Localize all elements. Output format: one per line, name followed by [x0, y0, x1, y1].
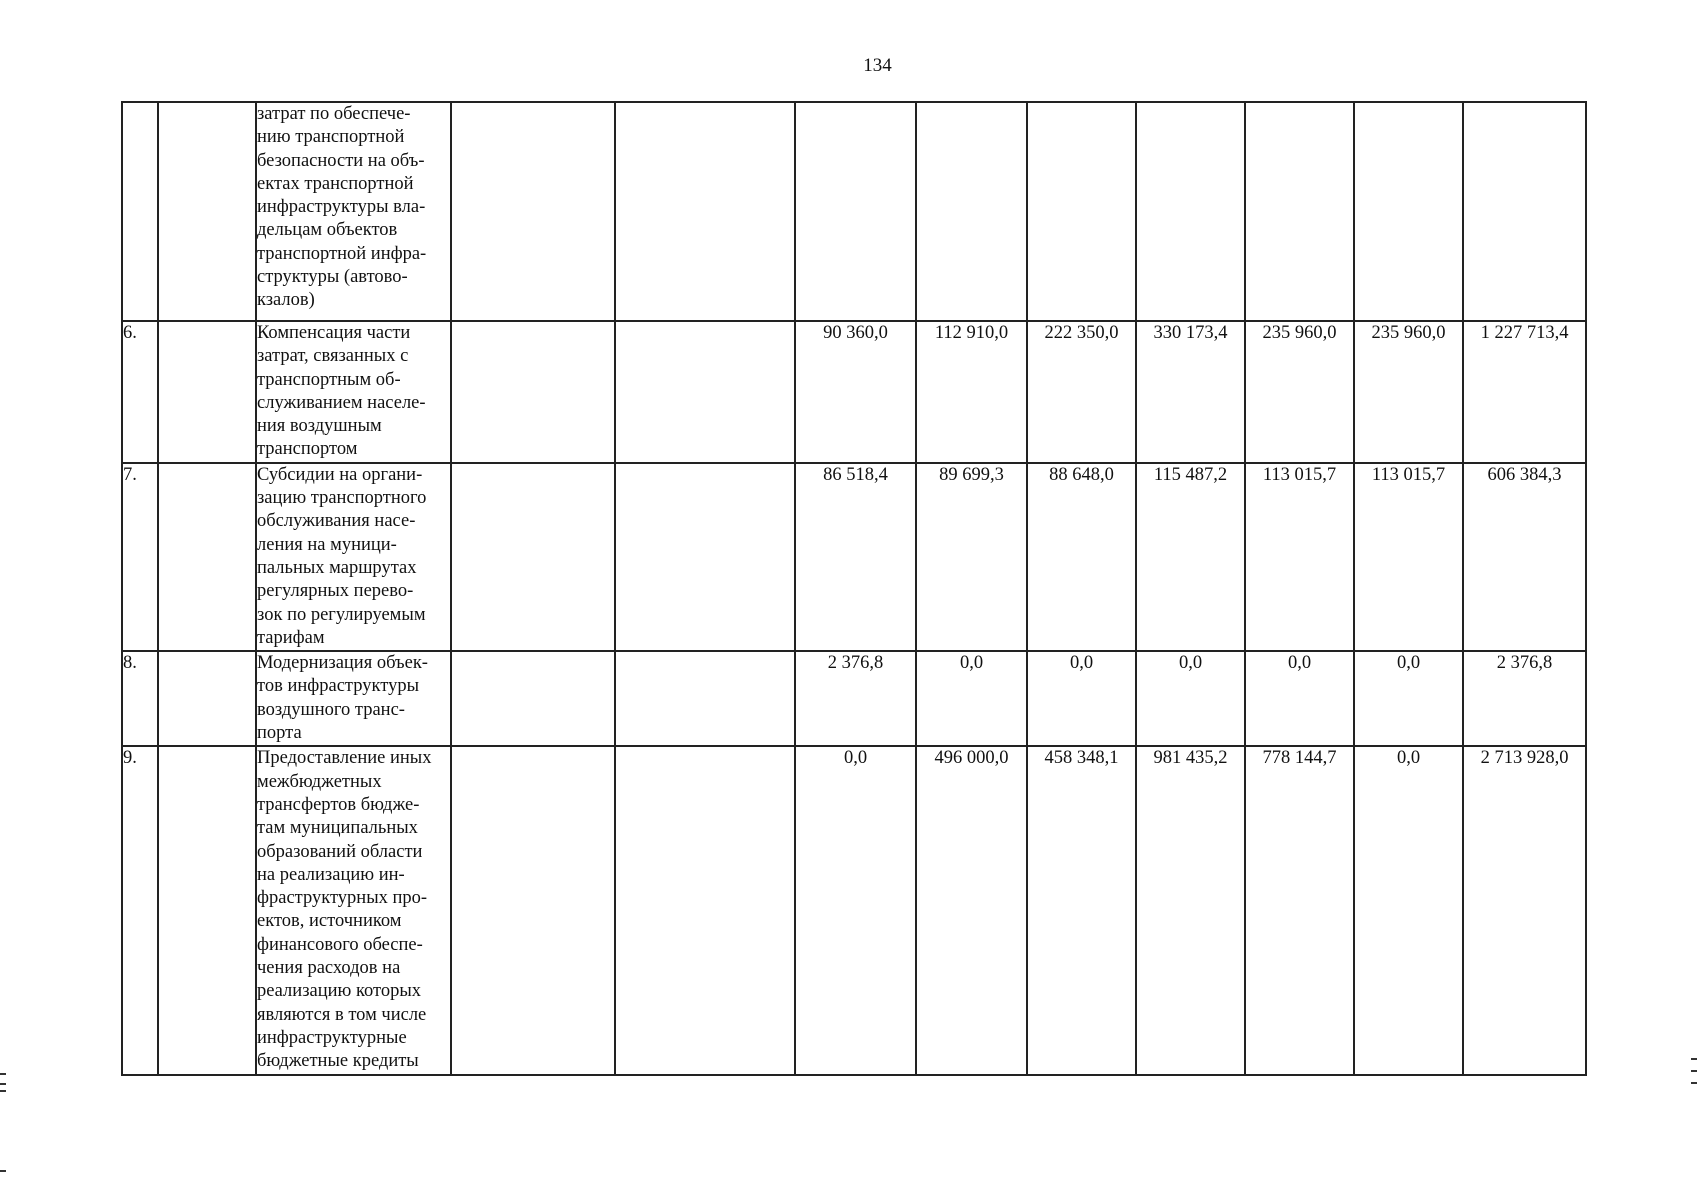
table-body — [122, 102, 1586, 1075]
value-cell: 86 518,4 — [795, 463, 916, 651]
page-number: 134 — [863, 55, 892, 76]
value-cell: 0,0 — [1354, 746, 1463, 1074]
value-cell: 0,0 — [1245, 651, 1354, 746]
scan-artifact — [0, 1170, 6, 1172]
empty-cell — [615, 651, 795, 746]
value-cell — [1245, 102, 1354, 321]
value-cell: 2 376,8 — [1463, 651, 1586, 746]
empty-cell — [615, 321, 795, 463]
table-row — [122, 321, 1586, 463]
value-cell: 2 376,8 — [795, 651, 916, 746]
value-cell: 235 960,0 — [1354, 321, 1463, 463]
value-cell: 0,0 — [795, 746, 916, 1074]
empty-cell — [158, 102, 256, 321]
row-number: 7. — [122, 463, 158, 651]
value-cell — [1463, 102, 1586, 321]
row-description: затрат по обеспече- нию транспортной безопасности на объ- ектах транспортной инфраструктуры вла- дельцам объектов транспортной инфра- структуры (автово- кзалов) — [256, 102, 451, 321]
value-cell: 0,0 — [1027, 651, 1136, 746]
value-cell: 115 487,2 — [1136, 463, 1245, 651]
empty-cell — [451, 321, 615, 463]
scan-artifact — [1691, 1070, 1697, 1072]
row-description: Модернизация объек- тов инфраструктуры воздушного транс- порта — [256, 651, 451, 746]
value-cell: 89 699,3 — [916, 463, 1027, 651]
value-cell: 458 348,1 — [1027, 746, 1136, 1074]
value-cell: 0,0 — [1136, 651, 1245, 746]
scan-artifact — [1691, 1082, 1697, 1084]
row-description: Субсидии на органи- зацию транспортного обслуживания насе- ления на муници- пальных маршрутах регулярных перево- зок по регулируемым тарифам — [256, 463, 451, 651]
empty-cell — [451, 463, 615, 651]
row-description: Компенсация части затрат, связанных с транспортным об- служиванием населе- ния воздушным транспортом — [256, 321, 451, 463]
value-cell: 0,0 — [916, 651, 1027, 746]
value-cell: 496 000,0 — [916, 746, 1027, 1074]
empty-cell — [158, 651, 256, 746]
empty-cell — [158, 321, 256, 463]
table-row — [122, 746, 1586, 1074]
empty-cell — [451, 746, 615, 1074]
row-number: 9. — [122, 746, 158, 1074]
value-cell: 222 350,0 — [1027, 321, 1136, 463]
value-cell: 90 360,0 — [795, 321, 916, 463]
empty-cell — [158, 463, 256, 651]
scan-artifact — [0, 1073, 6, 1075]
value-cell: 1 227 713,4 — [1463, 321, 1586, 463]
row-number: 6. — [122, 321, 158, 463]
row-number — [122, 102, 158, 321]
empty-cell — [158, 746, 256, 1074]
budget-table — [121, 101, 1587, 1076]
value-cell: 235 960,0 — [1245, 321, 1354, 463]
value-cell: 113 015,7 — [1354, 463, 1463, 651]
value-cell — [795, 102, 916, 321]
scan-artifact — [0, 1090, 6, 1092]
row-number: 8. — [122, 651, 158, 746]
value-cell: 2 713 928,0 — [1463, 746, 1586, 1074]
empty-cell — [615, 463, 795, 651]
empty-cell — [615, 102, 795, 321]
scan-artifact — [1691, 1058, 1697, 1060]
value-cell: 981 435,2 — [1136, 746, 1245, 1074]
table-row — [122, 102, 1586, 321]
value-cell: 112 910,0 — [916, 321, 1027, 463]
value-cell: 606 384,3 — [1463, 463, 1586, 651]
empty-cell — [451, 102, 615, 321]
row-description: Предоставление иных межбюджетных трансфертов бюдже- там муниципальных образований области на реализацию ин- фраструктурных про- ектов, источником финансового обеспе- чения расходов на реализацию которых являются в том числе инфраструктурные бюджетные кредиты — [256, 746, 451, 1074]
table-row — [122, 463, 1586, 651]
scan-artifact — [0, 1083, 6, 1085]
value-cell — [916, 102, 1027, 321]
value-cell: 0,0 — [1354, 651, 1463, 746]
empty-cell — [615, 746, 795, 1074]
value-cell: 778 144,7 — [1245, 746, 1354, 1074]
value-cell: 330 173,4 — [1136, 321, 1245, 463]
value-cell — [1354, 102, 1463, 321]
value-cell: 113 015,7 — [1245, 463, 1354, 651]
value-cell — [1027, 102, 1136, 321]
table-row — [122, 651, 1586, 746]
value-cell — [1136, 102, 1245, 321]
value-cell: 88 648,0 — [1027, 463, 1136, 651]
empty-cell — [451, 651, 615, 746]
